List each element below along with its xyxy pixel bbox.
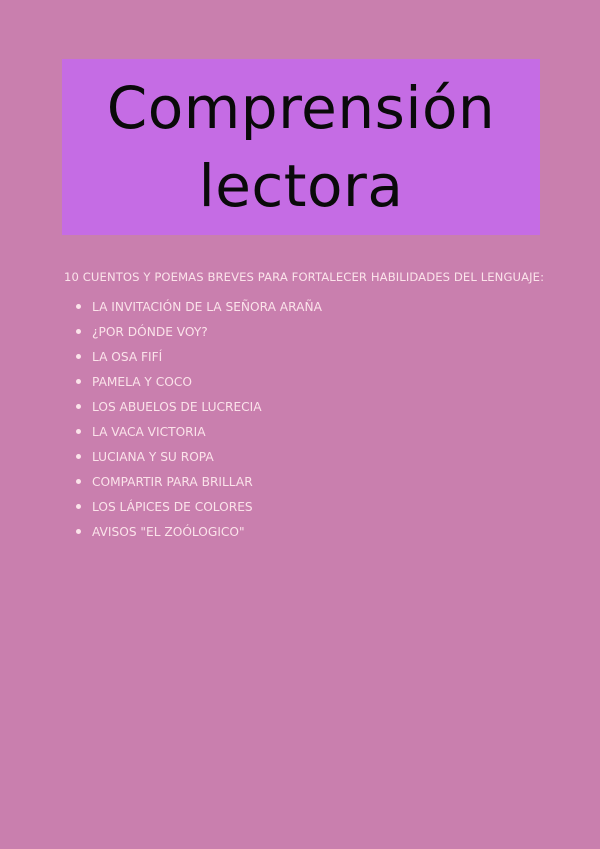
story-title: LOS ABUELOS DE LUCRECIA bbox=[92, 399, 262, 414]
list-item bbox=[76, 419, 322, 444]
list-item bbox=[76, 319, 322, 344]
story-title: AVISOS "EL ZOÓLOGICO" bbox=[92, 524, 245, 539]
list-item bbox=[76, 344, 322, 369]
story-title: LA INVITACIÓN DE LA SEÑORA ARAÑA bbox=[92, 299, 322, 314]
bullet-icon bbox=[76, 504, 81, 509]
list-item bbox=[76, 369, 322, 394]
page-title-line-2: lectora bbox=[198, 152, 404, 220]
bullet-icon bbox=[76, 454, 81, 459]
story-title: ¿POR DÓNDE VOY? bbox=[92, 324, 208, 339]
bullet-icon bbox=[76, 354, 81, 359]
bullet-icon bbox=[76, 329, 81, 334]
intro-text: 10 CUENTOS Y POEMAS BREVES PARA FORTALECER HABILIDADES DEL LENGUAJE: bbox=[64, 270, 545, 284]
title-banner bbox=[62, 59, 540, 235]
bullet-icon bbox=[76, 529, 81, 534]
bullet-icon bbox=[76, 379, 81, 384]
story-title: COMPARTIR PARA BRILLAR bbox=[92, 474, 253, 489]
bullet-icon bbox=[76, 479, 81, 484]
page-title-line-1: Comprensión bbox=[106, 74, 496, 142]
story-title: LOS LÁPICES DE COLORES bbox=[92, 499, 253, 514]
bullet-icon bbox=[76, 404, 81, 409]
story-title: LUCIANA Y SU ROPA bbox=[92, 449, 214, 464]
list-item bbox=[76, 519, 322, 544]
story-title: PAMELA Y COCO bbox=[92, 374, 192, 389]
list-item bbox=[76, 394, 322, 419]
list-item bbox=[76, 294, 322, 319]
bullet-icon bbox=[76, 429, 81, 434]
bullet-icon bbox=[76, 304, 81, 309]
story-title: LA OSA FIFÍ bbox=[92, 349, 163, 364]
list-item bbox=[76, 444, 322, 469]
list-item bbox=[76, 469, 322, 494]
story-title: LA VACA VICTORIA bbox=[92, 424, 206, 439]
story-list bbox=[76, 294, 322, 544]
list-item bbox=[76, 494, 322, 519]
